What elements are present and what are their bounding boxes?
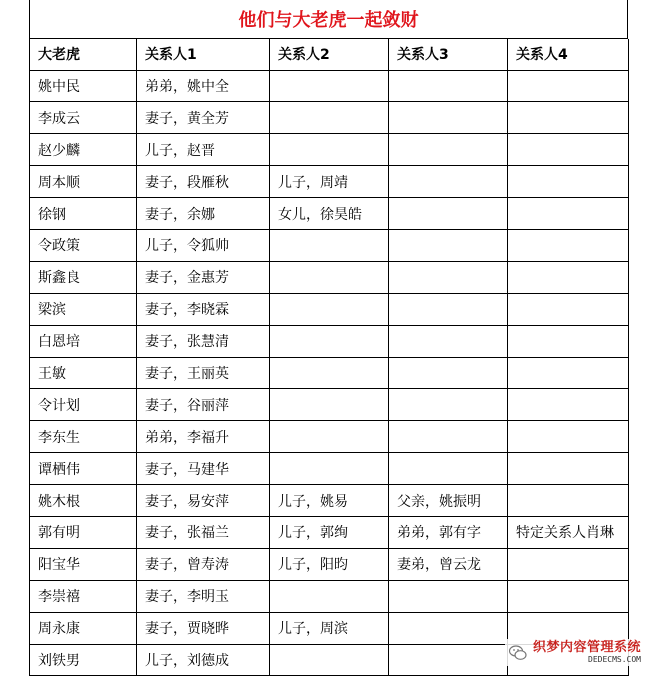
- related-person-cell: 妻弟，曾云龙: [389, 548, 508, 580]
- related-person-cell: [508, 421, 629, 453]
- table-row: [30, 325, 629, 357]
- related-person-cell: 妻子，余娜: [137, 198, 270, 230]
- related-person-cell: 妻子，王丽英: [137, 357, 270, 389]
- related-person-cell: 妻子，易安萍: [137, 485, 270, 517]
- related-person-cell: [389, 134, 508, 166]
- wechat-icon: [509, 645, 527, 661]
- table-row: [30, 229, 629, 261]
- related-person-cell: 妻子，谷丽萍: [137, 389, 270, 421]
- related-person-cell: [389, 580, 508, 612]
- table-row: [30, 70, 629, 102]
- tiger-name-cell: 姚木根: [30, 485, 137, 517]
- related-person-cell: [389, 453, 508, 485]
- table-row: [30, 389, 629, 421]
- related-person-cell: 儿子，姚易: [270, 485, 389, 517]
- related-person-cell: [508, 134, 629, 166]
- related-person-cell: 妻子，李晓霖: [137, 293, 270, 325]
- table-row: [30, 198, 629, 230]
- tiger-name-cell: 王敏: [30, 357, 137, 389]
- table-row: [30, 548, 629, 580]
- related-person-cell: 妻子，段雁秋: [137, 166, 270, 198]
- related-person-cell: [508, 166, 629, 198]
- tiger-name-cell: 赵少麟: [30, 134, 137, 166]
- related-person-cell: [389, 70, 508, 102]
- related-person-cell: [270, 70, 389, 102]
- header-related-3: 关系人3: [389, 39, 508, 70]
- table-row: [30, 261, 629, 293]
- related-person-cell: [508, 580, 629, 612]
- relationship-table: [29, 39, 629, 676]
- tiger-name-cell: 阳宝华: [30, 548, 137, 580]
- related-person-cell: [389, 421, 508, 453]
- related-person-cell: [389, 293, 508, 325]
- related-person-cell: [270, 421, 389, 453]
- related-person-cell: 弟弟，郭有字: [389, 516, 508, 548]
- related-person-cell: 儿子，阳昀: [270, 548, 389, 580]
- watermark-logo: [505, 639, 645, 666]
- related-person-cell: 弟弟，李福升: [137, 421, 270, 453]
- table-row: [30, 166, 629, 198]
- tiger-name-cell: 周本顺: [30, 166, 137, 198]
- related-person-cell: 儿子，周靖: [270, 166, 389, 198]
- related-person-cell: [270, 644, 389, 676]
- tiger-name-cell: 郭有明: [30, 516, 137, 548]
- related-person-cell: 儿子，刘德成: [137, 644, 270, 676]
- related-person-cell: [389, 612, 508, 644]
- tiger-name-cell: 白恩培: [30, 325, 137, 357]
- related-person-cell: [389, 166, 508, 198]
- related-person-cell: [389, 644, 508, 676]
- related-person-cell: [270, 293, 389, 325]
- related-person-cell: [508, 198, 629, 230]
- related-person-cell: [389, 102, 508, 134]
- related-person-cell: 妻子，张福兰: [137, 516, 270, 548]
- related-person-cell: 儿子，赵晋: [137, 134, 270, 166]
- related-person-cell: [389, 357, 508, 389]
- related-person-cell: [270, 134, 389, 166]
- related-person-cell: 女儿，徐昊皓: [270, 198, 389, 230]
- table-row: [30, 357, 629, 389]
- document-sheet: [29, 0, 628, 676]
- related-person-cell: 妻子，张慧清: [137, 325, 270, 357]
- tiger-name-cell: 李东生: [30, 421, 137, 453]
- header-related-1: 关系人1: [137, 39, 270, 70]
- related-person-cell: 妻子，曾寿涛: [137, 548, 270, 580]
- related-person-cell: [508, 261, 629, 293]
- table-row: [30, 102, 629, 134]
- related-person-cell: [270, 229, 389, 261]
- related-person-cell: 妻子，黄全芳: [137, 102, 270, 134]
- tiger-name-cell: 梁滨: [30, 293, 137, 325]
- related-person-cell: 妻子，金惠芳: [137, 261, 270, 293]
- tiger-name-cell: 刘铁男: [30, 644, 137, 676]
- related-person-cell: 儿子，郭绚: [270, 516, 389, 548]
- table-title: 他们与大老虎一起敛财: [29, 0, 628, 39]
- table-row: [30, 453, 629, 485]
- table-header-row: [30, 39, 629, 70]
- related-person-cell: [508, 357, 629, 389]
- related-person-cell: [389, 261, 508, 293]
- tiger-name-cell: 徐钢: [30, 198, 137, 230]
- related-person-cell: [270, 357, 389, 389]
- related-person-cell: [389, 389, 508, 421]
- related-person-cell: 妻子，李明玉: [137, 580, 270, 612]
- header-related-2: 关系人2: [270, 39, 389, 70]
- watermark-sub-text: DEDECMS.COM: [588, 655, 641, 664]
- related-person-cell: [270, 102, 389, 134]
- related-person-cell: 妻子，马建华: [137, 453, 270, 485]
- watermark-main-text: 织梦内容管理系统: [532, 640, 641, 655]
- tiger-name-cell: 令政策: [30, 229, 137, 261]
- related-person-cell: [389, 229, 508, 261]
- related-person-cell: [508, 293, 629, 325]
- table-row: [30, 516, 629, 548]
- related-person-cell: 儿子，令狐帅: [137, 229, 270, 261]
- related-person-cell: [508, 485, 629, 517]
- related-person-cell: [270, 389, 389, 421]
- related-person-cell: [270, 580, 389, 612]
- related-person-cell: [508, 325, 629, 357]
- related-person-cell: [508, 389, 629, 421]
- related-person-cell: [389, 325, 508, 357]
- related-person-cell: 妻子，贾晓晔: [137, 612, 270, 644]
- related-person-cell: [270, 325, 389, 357]
- tiger-name-cell: 姚中民: [30, 70, 137, 102]
- related-person-cell: 儿子，周滨: [270, 612, 389, 644]
- tiger-name-cell: 周永康: [30, 612, 137, 644]
- tiger-name-cell: 令计划: [30, 389, 137, 421]
- table-body: [30, 70, 629, 676]
- related-person-cell: [508, 229, 629, 261]
- related-person-cell: 特定关系人肖琳: [508, 516, 629, 548]
- related-person-cell: [508, 548, 629, 580]
- related-person-cell: [270, 453, 389, 485]
- header-related-4: 关系人4: [508, 39, 629, 70]
- header-tiger: 大老虎: [30, 39, 137, 70]
- tiger-name-cell: 斯鑫良: [30, 261, 137, 293]
- related-person-cell: [389, 198, 508, 230]
- table-row: [30, 580, 629, 612]
- related-person-cell: 弟弟，姚中全: [137, 70, 270, 102]
- related-person-cell: [508, 102, 629, 134]
- related-person-cell: [270, 261, 389, 293]
- table-row: [30, 134, 629, 166]
- table-row: [30, 485, 629, 517]
- table-row: [30, 421, 629, 453]
- tiger-name-cell: 李崇禧: [30, 580, 137, 612]
- table-row: [30, 293, 629, 325]
- related-person-cell: [508, 453, 629, 485]
- related-person-cell: 父亲，姚振明: [389, 485, 508, 517]
- related-person-cell: [508, 70, 629, 102]
- tiger-name-cell: 李成云: [30, 102, 137, 134]
- tiger-name-cell: 谭栖伟: [30, 453, 137, 485]
